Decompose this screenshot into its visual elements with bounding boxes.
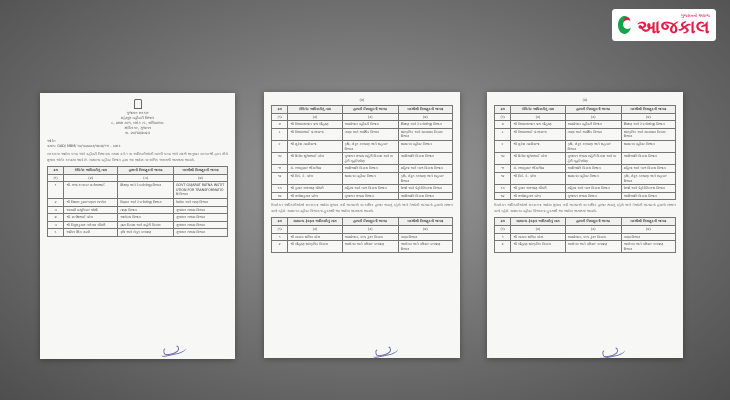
table-cell: શ્રી વિજયભાઈ ડાંગરવાળા bbox=[511, 128, 565, 140]
table-cell: શ્રી રાજેશકુમાર પટેલ bbox=[511, 192, 565, 200]
table-cell: ગુજરાત રાજ્ય શહેરી વિકાસ અને શહેરી ગૃહનિર્માણ bbox=[565, 153, 621, 165]
column-number: (૩) bbox=[118, 174, 174, 182]
header-line: ગાંધીનગર, ગુજરાત bbox=[123, 126, 152, 130]
table-cell: ૪ bbox=[48, 214, 64, 222]
table-row bbox=[272, 153, 453, 165]
table-cell: શ્રી. રાજ રત્નાકર મનોજભાઈ bbox=[64, 182, 118, 199]
column-number: (૪) bbox=[398, 113, 452, 121]
table-cell: શ્રી વિકે. કે. પટેલ bbox=[511, 172, 565, 184]
table-cell: ઉદ્યોગ અને ખાણ વિભાગ bbox=[173, 198, 227, 206]
table-cell: આરોગ્ય વિભાગ bbox=[118, 214, 174, 222]
table-cell: વિજ્ઞાન અને ટેક્નોલોજી વિભાગ bbox=[118, 198, 174, 206]
column-number: (૧) bbox=[272, 113, 288, 121]
logo-tagline: ગુજરાતનો અવાજ bbox=[680, 12, 710, 18]
table-cell: નાણા વિભાગ bbox=[118, 206, 174, 214]
table-cell: આદિજાતિ વિકાસ વિભાગ bbox=[621, 153, 675, 165]
table-cell: શ્રી વિપુલકુમાર નરોત્તમ ચૌધરી bbox=[64, 221, 118, 229]
table-row bbox=[495, 128, 676, 140]
column-header: બદલીથી નિમણૂકની જગ્યા bbox=[173, 167, 227, 175]
table-row bbox=[495, 140, 676, 152]
column-number: (૨) bbox=[511, 113, 565, 121]
table-cell: શ્રી વિશાલ કુમારકણાત સત્યેન bbox=[64, 198, 118, 206]
table-cell: શ્રી કુમાર અરજણ ચૌધરી bbox=[288, 185, 342, 193]
table-cell: ગુજરાત રાજ્ય શહેરી વિકાસ અને શહેરી ગૃહનિર્માણ bbox=[342, 153, 398, 165]
salutation: ઓર્ડર: bbox=[47, 139, 57, 143]
table-cell: ૮ bbox=[495, 128, 511, 140]
table-header-row bbox=[272, 106, 453, 114]
table-cell: ૧૧ bbox=[272, 165, 288, 173]
table-cell: મહિલા અને બાળ વિકાસ વિભાગ bbox=[398, 165, 452, 173]
table-cell: શ્રી. મનીષભાઈ પટેલ bbox=[64, 214, 118, 222]
table-cell: કૃષિ, ખેડૂત કલ્યાણ અને સહકાર વિભાગ bbox=[565, 140, 621, 152]
table-cell: મહિલા અને બાળ વિકાસ વિભાગ bbox=[621, 165, 675, 173]
column-header: ક્રમ bbox=[272, 218, 288, 226]
table-cell: શ્રી દિનેશ સુરેશભાઈ પટેલ bbox=[288, 153, 342, 165]
table-cell: અનામી પ્રસૂતિકાર જોષી bbox=[64, 206, 118, 214]
table-row bbox=[272, 121, 453, 129]
table-cell: આરોગ્ય અને પરિવાર કલ્યાણ bbox=[342, 241, 398, 253]
document-page-1 bbox=[40, 93, 235, 359]
table-cell: ૧૨ bbox=[495, 172, 511, 184]
table-row bbox=[48, 221, 228, 229]
transfer-table bbox=[494, 105, 676, 200]
table-cell: આદિજાતિ વિકાસ વિભાગ bbox=[621, 192, 675, 200]
emblem-icon bbox=[134, 99, 142, 109]
header-line: મહેસૂલ વહીવટી વિભાગ bbox=[120, 116, 155, 120]
table-cell: સામાન્ય વહીવટ વિભાગ bbox=[342, 172, 398, 184]
column-header: હાલની નિમણૂકની જગ્યા bbox=[342, 218, 398, 226]
table-cell: શ્રી વિકે. કે. પટેલ bbox=[288, 172, 342, 184]
table-cell: GOVT GUJARAT RATNA INSTITUTION FOR TRANSFORMATION વિભાગ bbox=[173, 182, 227, 199]
table-cell: સામાન્ય વહીવટ વિભાગ bbox=[398, 140, 452, 152]
table-header-row bbox=[48, 167, 228, 175]
table-row bbox=[272, 165, 453, 173]
table-cell: શ્રી વિજયભાઈ ડાંગરવાળા bbox=[288, 128, 342, 140]
table-cell: શ્રી વિજયરાજન ડાભ ચૌહાણ bbox=[288, 121, 342, 129]
table-cell: શ્રી મુકેશ ગઢવીવાળા bbox=[288, 140, 342, 152]
intro-paragraph: સરકારના આદેશ કરવા અંગે વહીવટી વિભાગના તમામ વર્ગ-૧ ના અધિકારીઓની બદલી કરવા અંગે સંદર્ભ અનુસાર સરકારશ્રી દ્વારા નીચે મુજબ ઓર્ડર કરવામાં આવે છે. સામાન્ય વહીવટ વિભાગ દ્વારા આ આદેશ તાત્કાલિક અસરથી અમલમાં આવશે. bbox=[47, 152, 228, 162]
reference-number: ક્રમાંક: GAD/ MBM/ ૧૦/૧૦૨૦૨૩/૧૪૬૪/૧૧૧ - ક્રમાંક bbox=[47, 144, 121, 148]
table-cell: શિક્ષણ અને ટેકનોલોજી વિભાગ bbox=[398, 121, 452, 129]
table-row bbox=[495, 153, 676, 165]
table-cell: આદિજાતિ વિકાસ વિભાગ bbox=[398, 153, 452, 165]
column-number-row bbox=[272, 113, 453, 121]
table-row bbox=[272, 140, 453, 152]
table-cell: ૧૨ bbox=[272, 172, 288, 184]
table-header-row bbox=[495, 218, 676, 226]
table-cell: ૭ bbox=[495, 121, 511, 129]
table-cell: શ્રી ચૌહાણ સાંસ્કૃતિક વિકાસ bbox=[511, 241, 565, 253]
logo-mark-icon bbox=[618, 16, 631, 34]
column-header: ક્રમ bbox=[495, 218, 511, 226]
table-cell: આરોગ્ય અને પરિવાર કલ્યાણ વિભાગ bbox=[621, 241, 675, 253]
table-cell: ૬ bbox=[48, 229, 64, 237]
table-cell: ઉર્જા અને પેટ્રોકેમિકલ્સ વિભાગ bbox=[398, 185, 452, 193]
table-cell: ગુજરાત રાજ્ય વિભાગ bbox=[342, 192, 398, 200]
table-cell: આયોજન, કલ્પ ડુંગર વિકાસ bbox=[565, 233, 621, 241]
table-cell: ૨ bbox=[495, 241, 511, 253]
note-paragraph: ઉપરોક્ત અધિકારીઓએ સરકારના આદેશ મુજબ નવી જગ્યાએ તાત્કાલિક હાજર થવાનું રહેશે અને તેઓની જગ્યાનો હવાલો સંભાળવાનો રહેશે. સામાન્ય વહીવટ વિભાગના હુકમથી આ આદેશ અમલમાં આવશે. bbox=[494, 203, 676, 213]
column-header: સામાન્ય ફેરફાર અધિકારીનું નામ bbox=[511, 218, 565, 226]
table-row bbox=[495, 192, 676, 200]
table-cell: ગુજરાત રાજ્ય વિભાગ bbox=[173, 221, 227, 229]
table-cell: આયોજન વહીવટી વિભાગ bbox=[342, 121, 398, 129]
table-cell: સામાન્ય વહીવટ વિભાગ bbox=[621, 140, 675, 152]
column-header: કેબિનેટ અધિકારીનું નામ bbox=[511, 106, 565, 114]
table-cell: ૧ bbox=[272, 233, 288, 241]
table-header-row bbox=[272, 218, 453, 226]
page-number: (૨) bbox=[582, 98, 588, 102]
table-cell: શ્રી વિજયરાજન ડાભ ચૌહાણ bbox=[511, 121, 565, 129]
header-line: ૮, પ્રથમ માળ, બ્લોક નં., સચિવાલય bbox=[111, 121, 164, 125]
table-cell: ૯ bbox=[272, 140, 288, 152]
column-number: (૩) bbox=[565, 113, 621, 121]
table-cell: ડૉ. રાજકુમાર ભીંડારીયા bbox=[288, 165, 342, 173]
table-row bbox=[495, 185, 676, 193]
table-cell: ગુજરાત રાજ્ય વિભાગ bbox=[565, 192, 621, 200]
column-header: ક્રમ bbox=[272, 106, 288, 114]
table-cell: ૨ bbox=[272, 241, 288, 253]
column-number-row bbox=[495, 225, 676, 233]
table-cell: ૩ bbox=[48, 206, 64, 214]
column-header: હાલની નિમણૂકની જગ્યા bbox=[565, 218, 621, 226]
table-row bbox=[48, 198, 228, 206]
table-row bbox=[272, 233, 453, 241]
column-header: ક્રમ bbox=[48, 167, 64, 175]
table-cell: શ્રી નાયબ સચિવ પટેલ bbox=[288, 233, 342, 241]
table-cell: નાણા અને આર્થિક વિભાગ bbox=[565, 128, 621, 140]
signature bbox=[159, 340, 187, 357]
table-cell: શ્રી ચૌહાણ સાંસ્કૃતિક વિકાસ bbox=[288, 241, 342, 253]
column-number-row bbox=[48, 174, 228, 182]
table-cell: શિક્ષણ અને ટેકનોલોજી વિભાગ bbox=[118, 182, 174, 199]
table-cell: ૨ bbox=[48, 198, 64, 206]
table-row bbox=[495, 165, 676, 173]
transfer-table-2 bbox=[271, 217, 453, 253]
transfer-table bbox=[271, 105, 453, 200]
table-row bbox=[272, 192, 453, 200]
table-cell: કૃષિ, ખેડૂત કલ્યાણ અને સહકાર વિભાગ bbox=[342, 140, 398, 152]
column-number: (૪) bbox=[621, 225, 675, 233]
table-header-row bbox=[495, 106, 676, 114]
table-cell: આદિજાતિ વિકાસ વિભાગ bbox=[342, 165, 398, 173]
column-number: (૪) bbox=[398, 225, 452, 233]
table-row bbox=[272, 172, 453, 184]
table-row bbox=[495, 121, 676, 129]
column-header: કેબિનેટ અધિકારીનું નામ bbox=[288, 106, 342, 114]
table-cell: ૧૪ bbox=[495, 192, 511, 200]
document-page-3 bbox=[487, 92, 683, 358]
column-number-row bbox=[272, 225, 453, 233]
table-cell: શ્રી રાજેશકુમાર પટેલ bbox=[288, 192, 342, 200]
table-cell: ૭ bbox=[272, 121, 288, 129]
table-cell: ૧૧ bbox=[495, 165, 511, 173]
logo-name: આજકાલ bbox=[637, 16, 710, 38]
table-cell: મહિલા અને બાળ વિકાસ વિભાગ bbox=[342, 185, 398, 193]
column-number: (૨) bbox=[511, 225, 565, 233]
column-number: (૪) bbox=[621, 113, 675, 121]
table-row bbox=[495, 233, 676, 241]
table-cell: ગુજરાત રાજ્ય વિભાગ bbox=[173, 206, 227, 214]
table-cell: આયોજન, કલ્પ ડુંગર વિકાસ bbox=[342, 233, 398, 241]
table-cell: શિક્ષણ અને ટેકનોલોજી વિભાગ bbox=[621, 121, 675, 129]
column-number-row bbox=[495, 113, 676, 121]
column-header: બદલીથી નિમણૂકની જગ્યા bbox=[621, 106, 675, 114]
table-cell: અમિત સિંગ ગઢવી bbox=[64, 229, 118, 237]
header-line: ગુજરાત સરકાર bbox=[126, 111, 149, 115]
column-number: (૧) bbox=[48, 174, 64, 182]
table-cell: આરોગ્ય અને પરિવાર કલ્યાણ bbox=[565, 241, 621, 253]
table-cell: ૧૩ bbox=[272, 185, 288, 193]
column-header: હાલની નિમણૂકની જગ્યા bbox=[118, 167, 174, 175]
table-row bbox=[495, 172, 676, 184]
table-row bbox=[48, 182, 228, 199]
column-header: સામાન્ય ફેરફાર અધિકારીનું નામ bbox=[288, 218, 342, 226]
table-row bbox=[272, 185, 453, 193]
transfer-table-2 bbox=[494, 217, 676, 253]
signature bbox=[371, 341, 399, 358]
table-cell: આદિજાતિ વિકાસ વિભાગ bbox=[398, 192, 452, 200]
table-cell: કૃષિ, ખેડૂત કલ્યાણ અને સહકાર વિભાગ bbox=[398, 172, 452, 184]
table-row bbox=[48, 214, 228, 222]
column-header: કેબિનેટ અધિકારીનું નામ bbox=[64, 167, 118, 175]
table-cell: ૫ bbox=[48, 221, 64, 229]
signature bbox=[598, 342, 626, 358]
column-number: (૨) bbox=[288, 225, 342, 233]
table-cell: ૯ bbox=[495, 140, 511, 152]
table-cell: ડૉ. રાજકુમાર ભીંડારીયા bbox=[511, 165, 565, 173]
column-header: હાલની નિમણૂકની જગ્યા bbox=[342, 106, 398, 114]
column-header: બદલીથી નિમણૂકની જગ્યા bbox=[398, 218, 452, 226]
table-cell: મહિલા અને બાળ વિકાસ વિભાગ bbox=[565, 185, 621, 193]
column-header: ક્રમ bbox=[495, 106, 511, 114]
table-cell: ૧૦ bbox=[272, 153, 288, 165]
table-cell: ૧ bbox=[495, 233, 511, 241]
page-number: (૨) bbox=[359, 98, 365, 102]
table-row bbox=[495, 241, 676, 253]
table-cell: શ્રી દિનેશ સુરેશભાઈ પટેલ bbox=[511, 153, 565, 165]
header-line: તા. ૨૦/૧૨/૨૦૨૩ bbox=[125, 131, 150, 135]
table-cell: કૃષિ, ખેડૂત કલ્યાણ અને સહકાર વિભાગ bbox=[621, 172, 675, 184]
column-header: બદલીથી નિમણૂકની જગ્યા bbox=[621, 218, 675, 226]
table-cell: શ્રી કુમાર અરજણ ચૌધરી bbox=[511, 185, 565, 193]
table-cell: કૃષિ અને ખેડૂત કલ્યાણ bbox=[118, 229, 174, 237]
table-cell: ગ્રામ વિકાસ અને શહેરી વિકાસ bbox=[118, 221, 174, 229]
table-cell: શ્રી નાયબ સચિવ પટેલ bbox=[511, 233, 565, 241]
column-number: (૩) bbox=[342, 113, 398, 121]
table-row bbox=[48, 206, 228, 214]
table-cell: સાંસ્કૃતિક અને યાત્રાધામ વિકાસ વિભાગ bbox=[621, 128, 675, 140]
column-number: (૩) bbox=[565, 225, 621, 233]
column-number: (૨) bbox=[64, 174, 118, 182]
column-header: બદલીથી નિમણૂકની જગ્યા bbox=[398, 106, 452, 114]
table-cell: ગુજરાત રાજ્ય વિભાગ bbox=[173, 229, 227, 237]
table-cell: ગુજરાત રાજ્ય વિભાગ bbox=[173, 214, 227, 222]
table-cell: આદિજાતિ વિકાસ વિભાગ bbox=[565, 165, 621, 173]
table-cell: શ્રી મુકેશ ગઢવીવાળા bbox=[511, 140, 565, 152]
table-cell: આયોજન વહીવટી વિભાગ bbox=[565, 121, 621, 129]
column-number: (૧) bbox=[495, 113, 511, 121]
transfer-table bbox=[47, 166, 228, 237]
document-page-2 bbox=[264, 92, 460, 358]
column-number: (૧) bbox=[272, 225, 288, 233]
column-number: (૪) bbox=[173, 174, 227, 182]
table-cell: ૮ bbox=[272, 128, 288, 140]
column-header: હાલની નિમણૂકની જગ્યા bbox=[565, 106, 621, 114]
table-cell: ઉર્જા અને પેટ્રોકેમિકલ્સ વિભાગ bbox=[621, 185, 675, 193]
table-cell: નાણા વિભાગ bbox=[398, 233, 452, 241]
aajkaal-logo bbox=[612, 9, 716, 41]
table-cell: ૧૦ bbox=[495, 153, 511, 165]
table-cell: આરોગ્ય અને પરિવાર કલ્યાણ વિભાગ bbox=[398, 241, 452, 253]
table-row bbox=[48, 229, 228, 237]
table-cell: ૧૩ bbox=[495, 185, 511, 193]
table-cell: ૧ bbox=[48, 182, 64, 199]
table-cell: નાણા વિભાગ bbox=[621, 233, 675, 241]
table-cell: ૧૪ bbox=[272, 192, 288, 200]
note-paragraph: ઉપરોક્ત અધિકારીઓએ સરકારના આદેશ મુજબ નવી જગ્યાએ તાત્કાલિક હાજર થવાનું રહેશે અને તેઓની જગ્યાનો હવાલો સંભાળવાનો રહેશે. સામાન્ય વહીવટ વિભાગના હુકમથી આ આદેશ અમલમાં આવશે. bbox=[271, 203, 453, 213]
table-cell: નાણા અને આર્થિક વિભાગ bbox=[342, 128, 398, 140]
table-row bbox=[272, 128, 453, 140]
column-number: (૨) bbox=[288, 113, 342, 121]
table-cell: સામાન્ય વહીવટ વિભાગ bbox=[565, 172, 621, 184]
column-number: (૧) bbox=[495, 225, 511, 233]
column-number: (૩) bbox=[342, 225, 398, 233]
table-row bbox=[272, 241, 453, 253]
table-cell: સાંસ્કૃતિક અને યાત્રાધામ વિકાસ વિભાગ bbox=[398, 128, 452, 140]
